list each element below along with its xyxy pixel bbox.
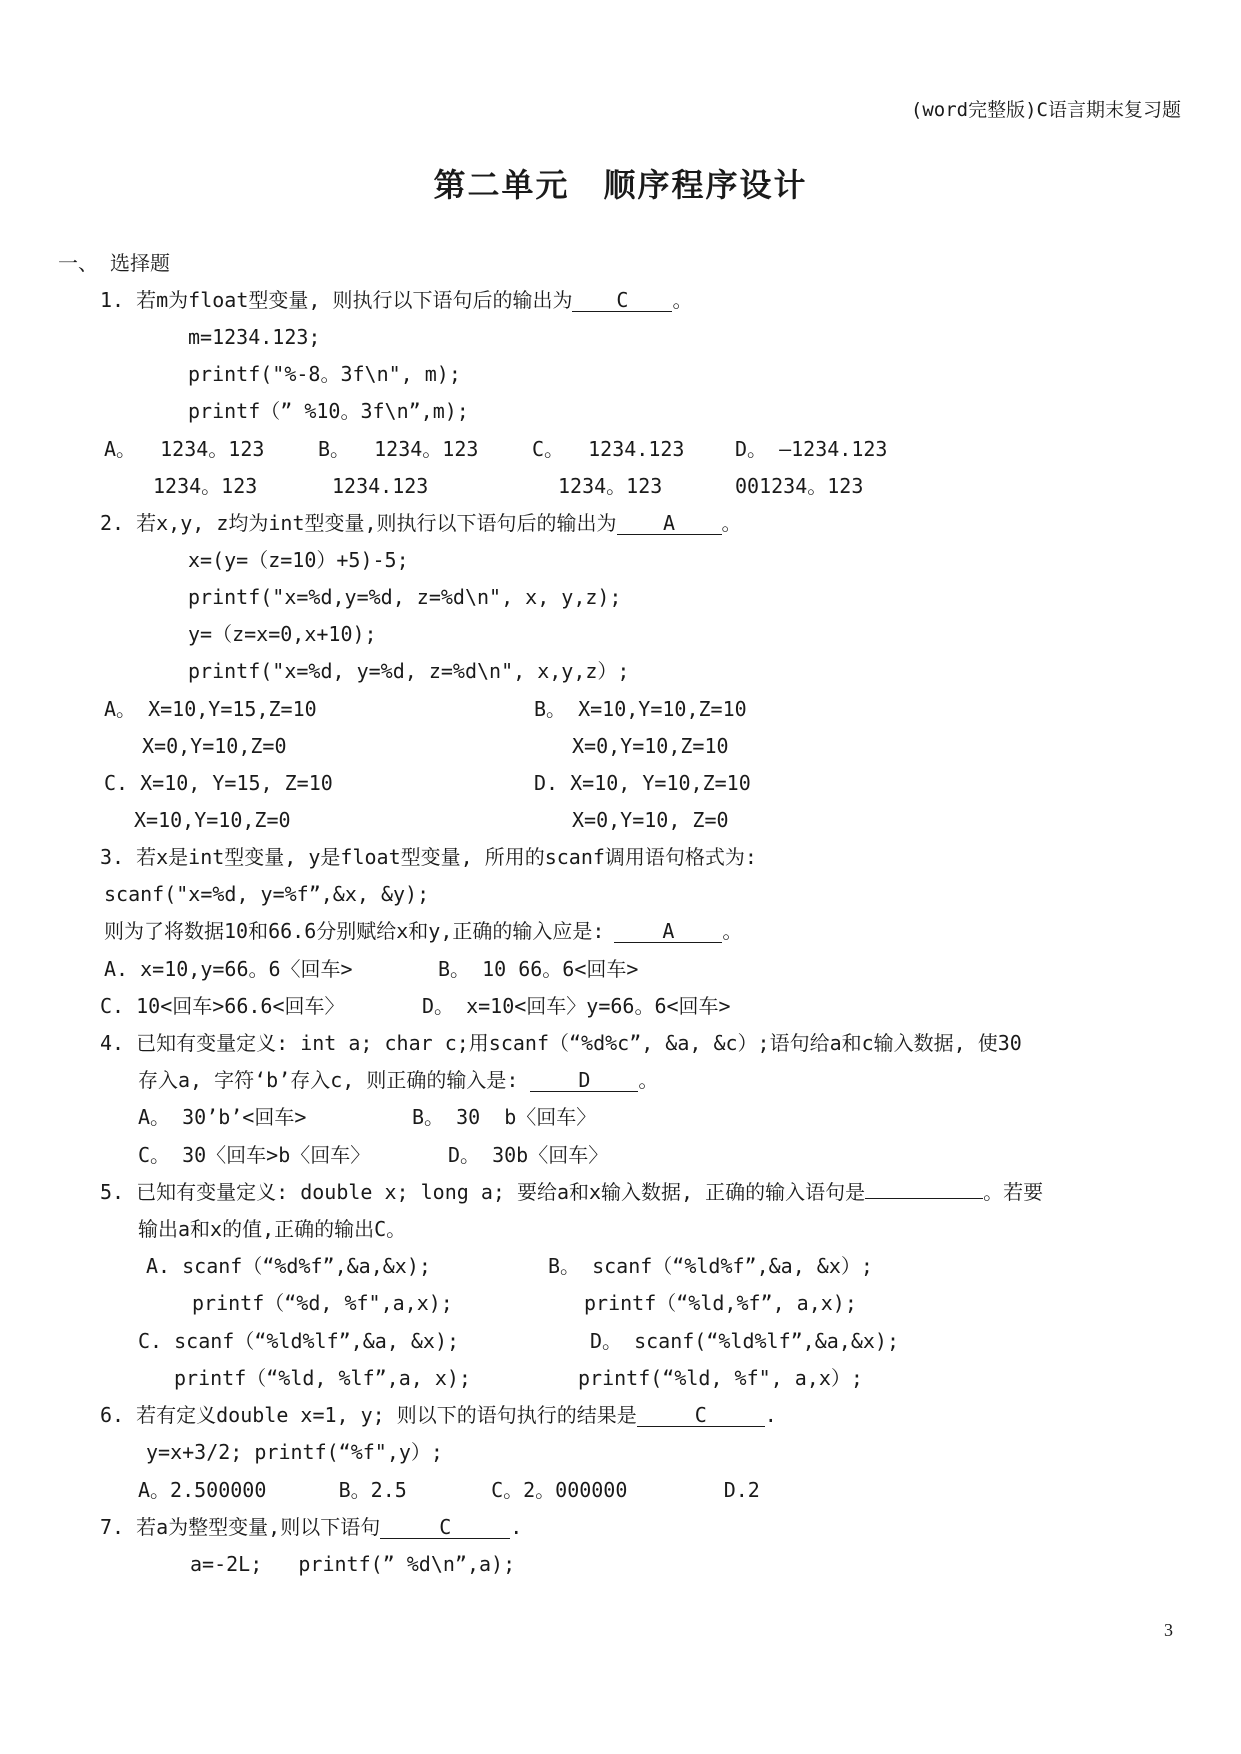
unit-title: 第二单元 顺序程序设计 (433, 166, 808, 204)
option-a-line2: printf（“%d, %f",a,x); (192, 1291, 453, 1315)
answer-blank (865, 1198, 983, 1199)
option-c-line2: 1234。123 (558, 474, 663, 498)
question-1 (100, 287, 692, 313)
question-text: 5. 已知有变量定义: double x; long a; 要给a和x输入数据, 正确的输入语句是 (100, 1180, 866, 1204)
question-text: 则为了将数据10和66.6分别赋给x和y,正确的输入应是: (104, 919, 605, 943)
answer-blank: C (637, 1404, 765, 1427)
question-text: 7. 若a为整型变量,则以下语句 (100, 1515, 381, 1539)
option-c: C。 30〈回车>b〈回车〉 (138, 1143, 371, 1167)
page-header: (word完整版)C语言期末复习题 (910, 99, 1181, 121)
question-end: . (764, 1403, 777, 1427)
code-line: x=(y=（z=10）+5)-5; (188, 548, 409, 572)
option-d-line2: 001234。123 (735, 474, 864, 498)
question-6 (100, 1402, 777, 1428)
option-a-line2: X=0,Y=10,Z=0 (142, 734, 287, 758)
answer-blank: C (572, 289, 672, 312)
question-end: 。 (638, 1068, 659, 1092)
question-text: 1. 若m为float型变量, 则执行以下语句后的输出为 (100, 288, 573, 312)
question-text: 6. 若有定义double x=1, y; 则以下的语句执行的结果是 (100, 1403, 637, 1427)
question-5-line2: 输出a和x的值,正确的输出C。 (138, 1217, 407, 1241)
option-b: B。 10 66。6<回车> (438, 957, 639, 981)
question-2 (100, 510, 742, 536)
option-c: C. scanf（“%ld%lf”,&a, &x); (138, 1329, 460, 1353)
option-d: D。 30b〈回车〉 (448, 1143, 609, 1167)
option-b: B。 X=10,Y=10,Z=10 (534, 697, 747, 721)
option-a-line2: 1234。123 (153, 474, 258, 498)
option-a: A. scanf（“%d%f”,&a,&x); (146, 1254, 431, 1278)
option-a: A。 X=10,Y=15,Z=10 (104, 697, 317, 721)
option-c: C。 1234.123 (532, 437, 685, 461)
option-d: D. X=10, Y=10,Z=10 (534, 771, 751, 795)
option-c-line2: printf（“%ld, %lf”,a, x); (174, 1366, 471, 1390)
option-b-line2: X=0,Y=10,Z=10 (572, 734, 729, 758)
question-text: 存入a, 字符‘b’存入c, 则正确的输入是: (138, 1068, 519, 1092)
answer-blank: A (614, 920, 722, 943)
option-c-line2: X=10,Y=10,Z=0 (134, 808, 291, 832)
code-line: printf("%-8。3f\n", m); (188, 362, 461, 386)
option-d: D。 scanf(“%ld%lf”,&a,&x); (590, 1329, 899, 1353)
question-text: 2. 若x,y, z均为int型变量,则执行以下语句后的输出为 (100, 511, 617, 535)
code-line: y=（z=x=0,x+10); (188, 622, 377, 646)
option-b-line2: 1234.123 (332, 474, 429, 498)
code-line: printf（” %10。3f\n”,m); (188, 399, 469, 423)
options-row: A。2.500000 B。2.5 C。2。000000 D.2 (138, 1478, 760, 1502)
section-heading: 一、 选择题 (58, 251, 171, 275)
answer-blank: D (530, 1069, 638, 1092)
question-4-line2 (138, 1067, 658, 1093)
page-number: 3 (1164, 1620, 1173, 1640)
option-b: B。 30 b〈回车〉 (412, 1105, 597, 1129)
answer-blank: A (617, 512, 722, 535)
question-7 (100, 1514, 522, 1540)
question-3: 3. 若x是int型变量, y是float型变量, 所用的scanf调用语句格式为: (100, 845, 757, 869)
question-4: 4. 已知有变量定义: int a; char c;用scanf（“%d%c”, &a, &c）;语句给a和c输入数据, 使30 (100, 1031, 1022, 1055)
question-end: 。若要 (983, 1180, 1044, 1204)
question-end: 。 (672, 288, 693, 312)
option-b: B。 1234。123 (318, 437, 479, 461)
code-line: printf("x=%d,y=%d, z=%d\n", x, y,z); (188, 585, 622, 609)
code-line: m=1234.123; (188, 325, 321, 349)
option-a: A. x=10,y=66。6〈回车> (104, 957, 353, 981)
option-a: A。 30’b’<回车> (138, 1105, 307, 1129)
code-line: y=x+3/2; printf(“%f",y）; (146, 1440, 443, 1464)
question-5 (100, 1179, 1043, 1205)
question-end: 。 (722, 919, 743, 943)
option-d: D。 —1234.123 (735, 437, 888, 461)
question-end: 。 (721, 511, 742, 535)
option-d: D。 x=10<回车〉y=66。6<回车> (422, 994, 731, 1018)
code-line: printf("x=%d, y=%d, z=%d\n", x,y,z）; (188, 659, 630, 683)
option-a: A。 1234。123 (104, 437, 265, 461)
question-3-prompt (104, 918, 742, 944)
answer-blank: C (380, 1516, 510, 1539)
option-d-line2: printf(“%ld, %f", a,x）; (578, 1366, 863, 1390)
option-d-line2: X=0,Y=10, Z=0 (572, 808, 729, 832)
code-line: a=-2L; printf(” %d\n”,a); (190, 1552, 516, 1576)
question-end: . (510, 1515, 523, 1539)
code-line: scanf("x=%d, y=%f”,&x, &y); (104, 882, 430, 906)
option-b: B。 scanf（“%ld%f”,&a, &x）; (548, 1254, 873, 1278)
option-c: C. 10<回车>66.6<回车〉 (100, 994, 345, 1018)
option-b-line2: printf（“%ld,%f”, a,x); (584, 1291, 857, 1315)
option-c: C. X=10, Y=15, Z=10 (104, 771, 333, 795)
